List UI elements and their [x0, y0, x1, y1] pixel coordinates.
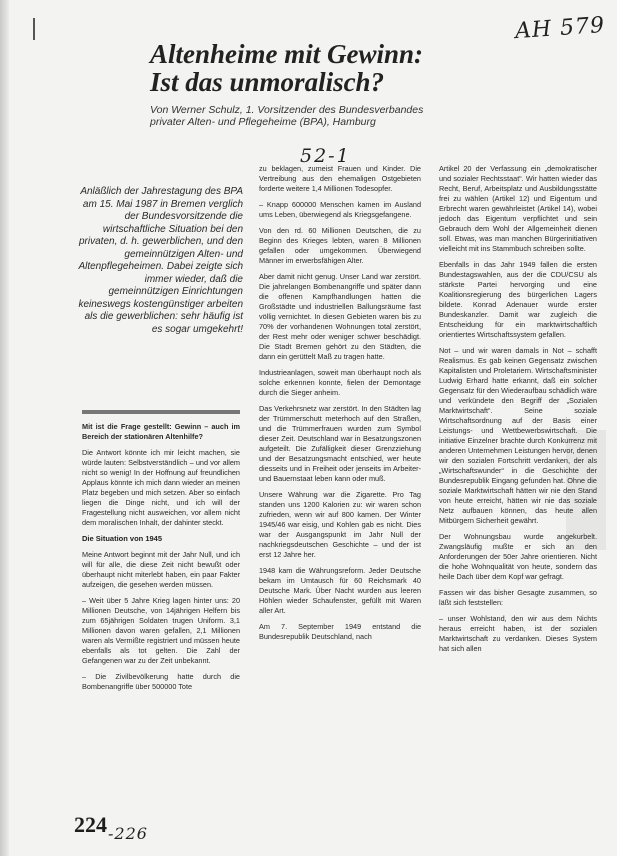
lead-question: Mit ist die Frage gestellt: Gewinn – auch im Bereich der stationären Altenhilfe? [82, 422, 240, 441]
section-divider [82, 410, 240, 414]
right-paragraph-6: – unser Wohlstand, den wir aus dem Nichts heraus erreicht haben, ist der sozialen Marktwirtschaft zu verdanken. Dieses System hat sich allen [439, 614, 597, 653]
right-paragraph-3: Not – und wir waren damals in Not – schafft Realismus. Es gab keinen Gegensatz zwischen Kapitalisten und Proletariern. Wirtschaftsminister Ludwig Erhard hatte erkannt, daß ein solcher Gegensatz für den Wiederaufbau schädlich wäre und verkündete den Begriff der „Sozialen Marktwirtschaft“. Seine soziale Wirtschaftsordnung auf der Basis einer Leistungs- und Wettbewerbswirtschaft. Die initiative Einzelner brachte durch Konkurrenz mit anderen Unternehmen Leistungen hervor, denen wir den sozialen Fortschritt verdanken, der als „Wirtschaftswunder“ in die Geschichte der Bundesrepublik Eingang gefunden hat. Ohne die soziale Marktwirtschaft hätten wir nie den Stand von heute erreicht, hätten wir nie das soziale Netz aufbauen können, das heute allen Mitbürgern Sicherheit gewährt. [439, 346, 597, 525]
middle-paragraph-3: Von den rd. 60 Millionen Deutschen, die zu Beginn des Krieges lebten, waren 8 Millionen gefallen oder umgekommen. Überwiegend Männer im erwerbsfähigen Alter. [259, 226, 421, 265]
section-heading: Die Situation von 1945 [82, 534, 163, 543]
middle-column [259, 164, 421, 816]
page-number: 224 [74, 812, 107, 837]
right-paragraph-5: Fassen wir das bisher Gesagte zusammen, so läßt sich feststellen: [439, 588, 597, 607]
byline-line-2: privater Alten- und Pflegeheime (BPA), Hamburg [150, 116, 376, 128]
right-paragraph-4: Der Wohnungsbau wurde angekurbelt. Zwangsläufig mußte er sich an den Anforderungen der 50er Jahre orientieren. Nicht die hohe Wohnqualität von heute, sondern das heile Dach über dem Kopf war gefragt. [439, 532, 597, 581]
right-paragraph-1: Artikel 20 der Verfassung ein „demokratischer und sozialer Rechtsstaat“. Wir hatten wieder das Recht, Beruf, Arbeitsplatz und Ausbildungsstätte frei zu wählen (Artikel 12) und Eigentum und Erbrecht waren gewährleistet (Artikel 14), wobei jedoch das Eigentum verpflichtet und sein Gebrauch dem Wohl der Allgemeinheit dienen soll. Etwas, was man manchen Bürgerinitiativen vielleicht mit ins Stammbuch schreiben sollte. [439, 164, 597, 253]
left-paragraph-3: – Weit über 5 Jahre Krieg lagen hinter uns: 20 Millionen Deutsche, von 14jährigen Helfern bis zum 65jährigen Soldaten trugen Uniform. 3,1 Millionen davon waren gefallen, 2,1 Millionen waren als Vermißte registriert und müssen heute ebenfalls als tot gelten. Die Zahl der Gefangenen war zu der Zeit unbekannt. [82, 596, 240, 665]
article-headline [150, 40, 570, 96]
left-paragraph-2: Meine Antwort beginnt mit der Jahr Null, und ich will für alle, die diese Zeit nicht bewußt oder überhaupt nicht miterlebt haben, ein paar Fakter aufzeigen, die gesehen werden müssen. [82, 550, 240, 589]
left-paragraph-1: Die Antwort könnte ich mir leicht machen, sie würde lauten: Selbstverständlich – und vor allem nicht so wenig! In der Hoffnung auf freundlichen Applaus könnte ich mich dann wieder an meinen Platz begeben und mich setzen. Aber so einfach liegen die Dinge nicht, und ich will der Fragestellung nicht ausweichen, vor allem nicht dem moralischen Inhalt, der dahinter steckt. [82, 448, 240, 527]
scan-edge-shadow [0, 0, 9, 856]
article-byline [150, 104, 590, 128]
headline-line-2: Ist das unmoralisch? [150, 67, 385, 97]
intro-paragraph: Anläßlich der Jahrestagung des BPA am 15. Mai 1987 in Bremen verglich der Bundesvorsitzende die wirtschaftliche Situation bei den privaten, d. h. gewerblichen, und den gemeinnützigen Alten- und Altenpflegeheimen. Dabei zeigte sich immer wieder, daß die gemeinnützigen Einrichtungen keineswegs kostengünstiger arbeiten als die gewerblichen: sehr häufig ist es sogar umgekehrt! [78, 186, 243, 335]
middle-paragraph-4: Aber damit nicht genug. Unser Land war zerstört. Die jahrelangen Bombenangriffe und später dann die offenen Kampfhandlungen hatten die Großstädte und industriellen Ballungsräume fast völlig vernichtet. In diesen Gebieten waren bis zu 70% der vorhandenen Wohnungen total zerstört, der Rest mehr oder weniger schwer beschädigt. Die Stadt Bremen gehört zu den Städten, die dann ein gerüttelt Maß zu tragen hatte. [259, 272, 421, 361]
left-paragraph-4: – Die Zivilbevölkerung hatte durch die Bombenangriffe über 500000 Tote [82, 672, 240, 691]
handwritten-archive-number: AH 579 [514, 12, 606, 45]
handwritten-reference: 52-1 [300, 145, 351, 167]
middle-paragraph-9: Am 7. September 1949 entstand die Bundesrepublik Deutschland, nach [259, 622, 421, 641]
right-paragraph-2: Ebenfalls in das Jahr 1949 fallen die ersten Bundestagswahlen, aus der die CDU/CSU als stärkste Partei hervorging und eine Koalitionsregierung des bürgerlichen Lagers bildete. Konrad Adenauer wurde erster Bundeskanzler. Damit war zugleich die Entscheidung für ein marktwirtschaftlich orientiertes Wirtschaftssystem gefallen. [439, 260, 597, 339]
middle-paragraph-7: Unsere Währung war die Zigarette. Pro Tag standen uns 1200 Kalorien zu: wir waren schon zufrieden, wenn wir auf 800 kamen. Der Winter 1945/46 war eisig, und Kohlen gab es nicht. Dies war der Ausgangspunkt im Jahr Null der nachkriegsdeutschen Geschichte – und der ist erst 12 Jahre her. [259, 490, 421, 559]
headline-line-1: Altenheime mit Gewinn: [150, 39, 424, 69]
left-column [82, 422, 240, 812]
middle-paragraph-1: zu beklagen, zumeist Frauen und Kinder. Die Vertreibung aus den ehemaligen Ostgebieten forderte weitere 1,4 Millionen Todesopfer. [259, 164, 421, 193]
middle-paragraph-2: – Knapp 600000 Menschen kamen im Ausland ums Leben, überwiegend als Kriegsgefangene. [259, 200, 421, 219]
middle-paragraph-5: Industrieanlagen, soweit man überhaupt noch als solche erkennen konnte, fielen der Demontage durch die Sieger anheim. [259, 368, 421, 397]
middle-paragraph-6: Das Verkehrsnetz war zerstört. In den Städten lag der Trümmerschutt meterhoch auf den Straßen, und die Trümmerfrauen wurden zum Symbol dieser Zeit. Deutschland war in Besatzungszonen aufgeteilt. Die Zufälligkeit dieser Grenzziehung und der Besatzungsmacht entschied, wer heute diesseits und in Freiheit oder jenseits im Arbeiter- und Bauernstaat leben kann oder muß. [259, 404, 421, 483]
handwritten-page-annotation: -226 [108, 824, 148, 843]
byline-line-1: Von Werner Schulz, 1. Vorsitzender des Bundesverbandes [150, 104, 424, 116]
margin-mark [33, 18, 35, 40]
scan-smudge [566, 430, 606, 550]
middle-paragraph-8: 1948 kam die Währungsreform. Jeder Deutsche bekam im Umtausch für 60 Reichsmark 40 Deutsche Mark. Über Nacht wurden aus leeren Höhlen wieder Schaufenster, gefüllt mit Waren aller Art. [259, 566, 421, 615]
